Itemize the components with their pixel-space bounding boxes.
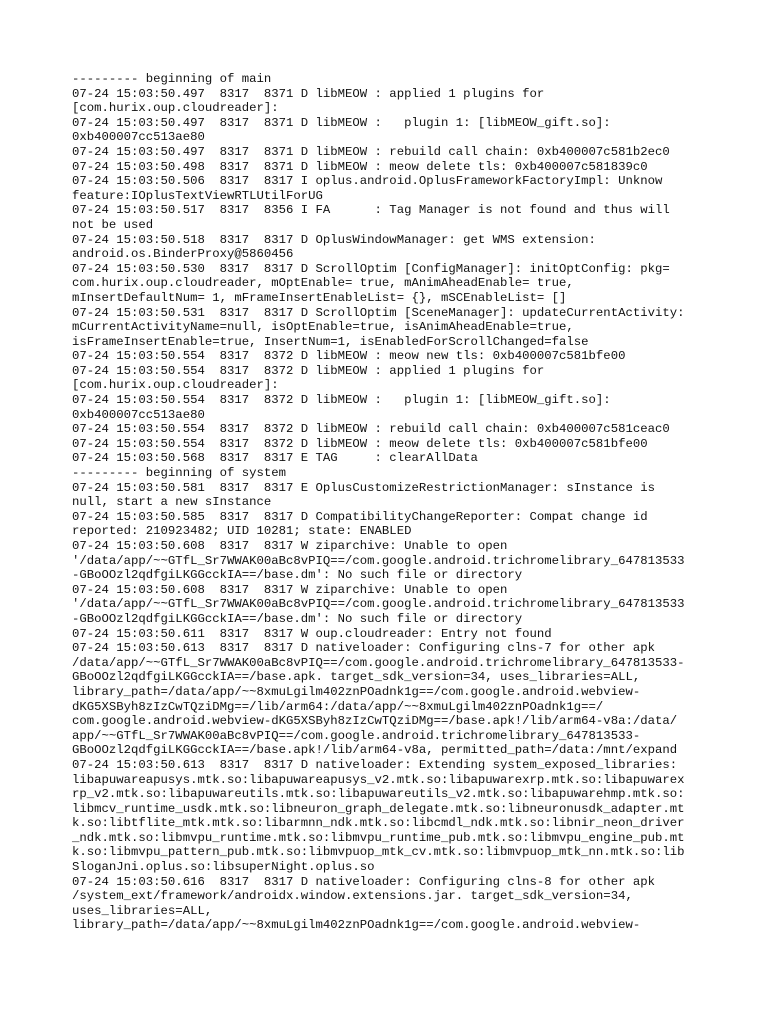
log-line: not be used — [72, 217, 154, 232]
log-line: feature:IOplusTextViewRTLUtilForUG — [72, 188, 323, 203]
log-line: libapuwareapusys.mtk.so:libapuwareapusys_v2.mtk.so:libapuwarexrp.mtk.so:libapuwarex — [72, 772, 685, 787]
log-line: 07-24 15:03:50.613 8317 8317 D nativeloader: Configuring clns-7 for other apk — [72, 641, 655, 656]
log-line: 07-24 15:03:50.613 8317 8317 D nativeloader: Extending system_exposed_libraries: — [72, 757, 678, 772]
log-line: 07-24 15:03:50.568 8317 8317 E TAG : clearAllData — [72, 451, 478, 466]
log-line: uses_libraries=ALL, — [72, 903, 213, 918]
log-line: com.google.android.webview-dKG5XSByh8zIzCwTQziDMg==/base.apk!/lib/arm64-v8a:/data/ — [72, 714, 678, 729]
log-line: 07-24 15:03:50.497 8317 8371 D libMEOW : plugin 1: [libMEOW_gift.so]: — [72, 115, 611, 130]
log-line: com.hurix.oup.cloudreader, mOptEnable= true, mAnimAheadEnable= true, — [72, 276, 574, 291]
log-line: 07-24 15:03:50.554 8317 8372 D libMEOW : applied 1 plugins for — [72, 363, 545, 378]
log-line: mInsertDefaultNum= 1, mFrameInsertEnableList= {}, mSCEnableList= [] — [72, 290, 567, 305]
log-line: 07-24 15:03:50.581 8317 8317 E OplusCustomizeRestrictionManager: sInstance is — [72, 480, 655, 495]
log-line: -GBoOOzl2qdfgiLKGGcckIA==/base.dm': No such file or directory — [72, 611, 523, 626]
log-line: [com.hurix.oup.cloudreader]: — [72, 378, 279, 393]
log-line: dKG5XSByh8zIzCwTQziDMg==/lib/arm64:/data/app/~~8xmuLgilm402znPOadnk1g==/ — [72, 699, 604, 714]
log-line: app/~~GTfL_Sr7WWAK00aBc8vPIQ==/com.google.android.trichromelibrary_647813533- — [72, 728, 641, 743]
log-line: libmcv_runtime_usdk.mtk.so:libneuron_graph_delegate.mtk.so:libneuronusdk_adapter.mt — [72, 801, 685, 816]
log-line: GBoOOzl2qdfgiLKGGcckIA==/base.apk!/lib/arm64-v8a, permitted_path=/data:/mnt/expand — [72, 743, 678, 758]
log-line: 07-24 15:03:50.554 8317 8372 D libMEOW : plugin 1: [libMEOW_gift.so]: — [72, 393, 611, 408]
log-line: 07-24 15:03:50.506 8317 8317 I oplus.android.OplusFrameworkFactoryImpl: Unknow — [72, 174, 663, 189]
log-line: 07-24 15:03:50.518 8317 8317 D OplusWindowManager: get WMS extension: — [72, 232, 596, 247]
log-line: 0xb400007cc513ae80 — [72, 130, 205, 145]
log-line: null, start a new sInstance — [72, 495, 272, 510]
log-line: [com.hurix.oup.cloudreader]: — [72, 101, 279, 116]
log-line: '/data/app/~~GTfL_Sr7WWAK00aBc8vPIQ==/com.google.android.trichromelibrary_647813533 — [72, 553, 685, 568]
log-line: isFrameInsertEnable=true, InsertNum=1, isEnabledForScrollChanged=false — [72, 334, 589, 349]
log-line: rp_v2.mtk.so:libapuwareutils.mtk.so:libapuwareutils_v2.mtk.so:libapuwarehmp.mtk.so: — [72, 787, 685, 802]
log-line: 07-24 15:03:50.497 8317 8371 D libMEOW : rebuild call chain: 0xb400007c581b2ec0 — [72, 144, 670, 159]
log-line: /system_ext/framework/androidx.window.extensions.jar. target_sdk_version=34, — [72, 889, 633, 904]
log-line: 07-24 15:03:50.554 8317 8372 D libMEOW : meow new tls: 0xb400007c581bfe00 — [72, 349, 626, 364]
log-line: -GBoOOzl2qdfgiLKGGcckIA==/base.dm': No such file or directory — [72, 568, 523, 583]
log-line: 07-24 15:03:50.608 8317 8317 W ziparchive: Unable to open — [72, 582, 508, 597]
log-line: 07-24 15:03:50.608 8317 8317 W ziparchive: Unable to open — [72, 539, 508, 553]
log-line: GBoOOzl2qdfgiLKGGcckIA==/base.apk. target_sdk_version=34, uses_libraries=ALL, — [72, 670, 641, 685]
log-line: library_path=/data/app/~~8xmuLgilm402znPOadnk1g==/com.google.android.webview- — [72, 684, 641, 699]
log-line: /data/app/~~GTfL_Sr7WWAK00aBc8vPIQ==/com.google.android.trichromelibrary_647813533- — [72, 655, 685, 670]
log-line: 07-24 15:03:50.531 8317 8317 D ScrollOptim [SceneManager]: updateCurrentActivity: — [72, 305, 685, 320]
log-line: reported: 210923482; UID 10281; state: ENABLED — [72, 524, 412, 539]
log-line: '/data/app/~~GTfL_Sr7WWAK00aBc8vPIQ==/com.google.android.trichromelibrary_647813533 — [72, 597, 685, 612]
log-line: SloganJni.oplus.so:libsuperNight.oplus.so — [72, 860, 375, 875]
log-line: --------- beginning of main — [72, 72, 272, 86]
log-line: 07-24 15:03:50.498 8317 8371 D libMEOW : meow delete tls: 0xb400007c581839c0 — [72, 159, 648, 174]
log-line: 07-24 15:03:50.554 8317 8372 D libMEOW : meow delete tls: 0xb400007c581bfe00 — [72, 436, 648, 451]
log-line: --------- beginning of system — [72, 466, 287, 481]
log-line: android.os.BinderProxy@5860456 — [72, 247, 294, 262]
log-line: 07-24 15:03:50.554 8317 8372 D libMEOW : rebuild call chain: 0xb400007c581ceac0 — [72, 422, 670, 437]
log-line: 07-24 15:03:50.530 8317 8317 D ScrollOptim [ConfigManager]: initOptConfig: pkg= — [72, 261, 670, 276]
log-line: 07-24 15:03:50.497 8317 8371 D libMEOW : applied 1 plugins for — [72, 86, 545, 101]
log-line: 07-24 15:03:50.611 8317 8317 W oup.cloudreader: Entry not found — [72, 626, 552, 641]
log-line: k.so:libtflite_mtk.mtk.so:libarmnn_ndk.mtk.so:libcmdl_ndk.mtk.so:libnir_neon_driver — [72, 816, 685, 831]
log-line: mCurrentActivityName=null, isOptEnable=true, isAnimAheadEnable=true, — [72, 320, 574, 335]
log-line: _ndk.mtk.so:libmvpu_runtime.mtk.so:libmvpu_runtime_pub.mtk.so:libmvpu_engine_pub.mt — [72, 830, 685, 845]
log-document — [72, 72, 702, 933]
log-line: library_path=/data/app/~~8xmuLgilm402znPOadnk1g==/com.google.android.webview- — [72, 918, 641, 933]
log-line: 07-24 15:03:50.616 8317 8317 D nativeloader: Configuring clns-8 for other apk — [72, 874, 655, 889]
log-line: 07-24 15:03:50.585 8317 8317 D CompatibilityChangeReporter: Compat change id — [72, 509, 648, 524]
log-line: k.so:libmvpu_pattern_pub.mtk.so:libmvpuop_mtk_cv.mtk.so:libmvpuop_mtk_nn.mtk.so:lib — [72, 845, 685, 860]
log-line: 07-24 15:03:50.517 8317 8356 I FA : Tag Manager is not found and thus will — [72, 203, 670, 218]
log-line: 0xb400007cc513ae80 — [72, 407, 205, 422]
